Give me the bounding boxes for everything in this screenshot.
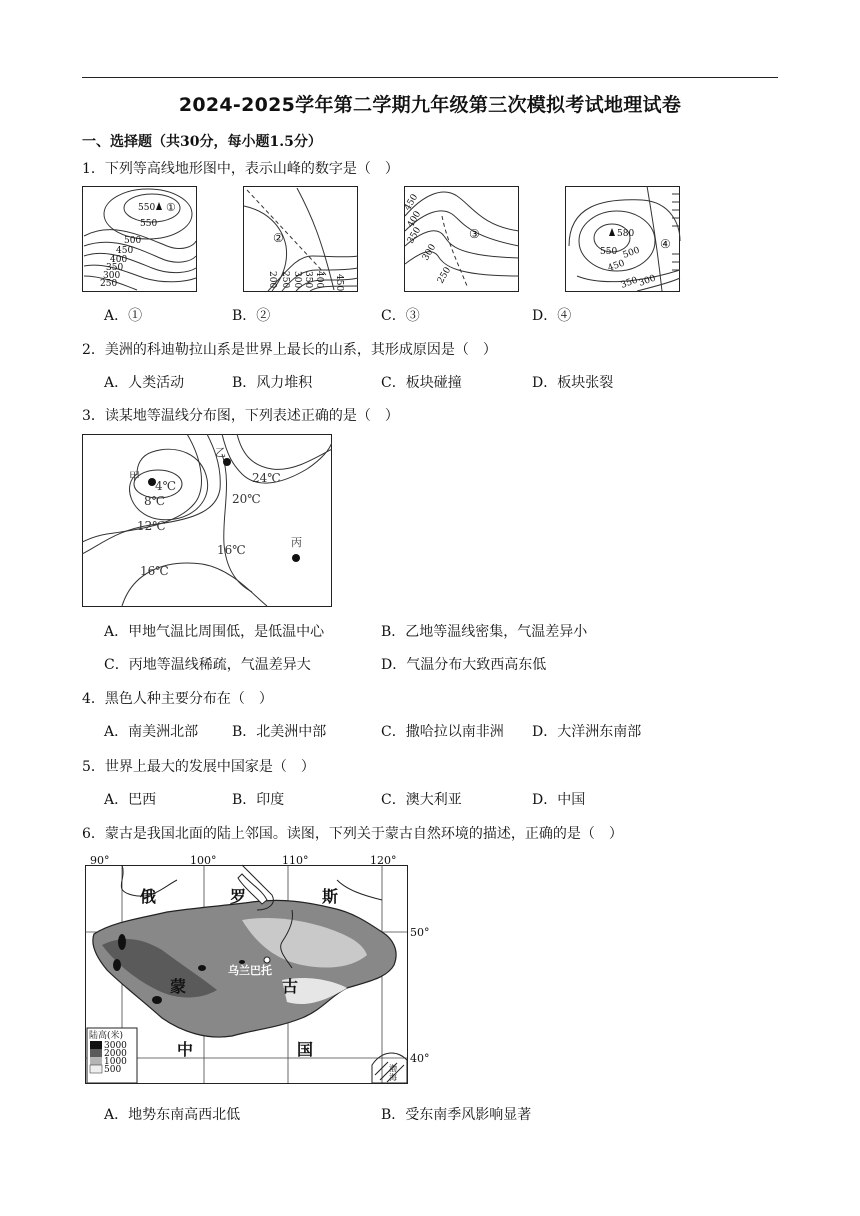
q4-option-a[interactable]: A．南美洲北部 (104, 724, 199, 740)
svg-text:40°: 40° (410, 1052, 430, 1065)
svg-text:400: 400 (405, 209, 424, 230)
q4-option-d[interactable]: D．大洋洲东南部 (532, 724, 642, 740)
svg-text:24℃: 24℃ (252, 471, 281, 485)
question-1-stem: 1．下列等高线地形图中，表示山峰的数字是（ ） (82, 161, 399, 177)
label-mongolia-2: 古 (282, 977, 299, 996)
svg-text:④: ④ (660, 237, 671, 251)
q5-option-a[interactable]: A．巴西 (104, 792, 157, 808)
svg-text:90°: 90° (90, 854, 110, 867)
isotherm-map (82, 434, 332, 608)
svg-text:450: 450 (402, 192, 421, 213)
svg-text:300: 300 (637, 273, 658, 289)
svg-text:16℃: 16℃ (217, 543, 246, 557)
svg-text:250: 250 (100, 279, 118, 289)
map-bing-label: 丙 (291, 536, 302, 549)
q1-contour-maps (82, 186, 682, 294)
svg-text:250: 250 (435, 265, 454, 286)
legend-title: 陆高(米) (89, 1031, 124, 1041)
label-russia-1: 俄 (140, 887, 157, 906)
svg-text:300: 300 (103, 271, 121, 281)
svg-text:450: 450 (116, 246, 134, 256)
q3-option-d[interactable]: D．气温分布大致西高东低 (381, 657, 547, 673)
svg-text:12℃: 12℃ (137, 519, 166, 533)
svg-text:海: 海 (389, 1073, 397, 1082)
capital-label: 乌兰巴托 (228, 964, 272, 977)
svg-text:②: ② (273, 231, 284, 245)
label-china-2: 国 (297, 1040, 314, 1059)
svg-text:③: ③ (469, 227, 480, 241)
svg-text:350: 350 (106, 263, 124, 273)
svg-text:500: 500 (621, 245, 642, 261)
svg-text:300: 300 (292, 271, 302, 289)
q2-option-a[interactable]: A．人类活动 (104, 375, 185, 391)
label-russia-3: 斯 (322, 887, 339, 906)
svg-text:120°: 120° (370, 854, 397, 867)
section-heading: 一、选择题（共30分，每小题1.5分） (82, 134, 322, 150)
mongolia-map (82, 850, 438, 1086)
question-5-stem: 5．世界上最大的发展中国家是（ ） (82, 759, 315, 775)
svg-text:500: 500 (124, 236, 142, 246)
svg-text:①: ① (166, 201, 176, 214)
question-2-stem: 2．美洲的科迪勒拉山系是世界上最长的山系，其形成原因是（ ） (82, 342, 497, 358)
svg-text:300: 300 (420, 242, 439, 263)
svg-text:1000: 1000 (104, 1057, 127, 1067)
svg-text:350: 350 (303, 271, 313, 289)
svg-text:450: 450 (606, 258, 627, 274)
svg-text:2000: 2000 (104, 1049, 127, 1059)
q2-option-c[interactable]: C．板块碰撞 (381, 375, 462, 391)
svg-text:4℃: 4℃ (155, 479, 177, 493)
page-title: 2024-2025学年第二学期九年级第三次模拟考试地理试卷 (178, 94, 682, 116)
q3-option-c[interactable]: C．丙地等温线稀疏，气温差异大 (104, 657, 311, 673)
map-jia-label: 甲 (129, 470, 140, 483)
q5-option-b[interactable]: B．印度 (232, 792, 285, 808)
q6-option-a[interactable]: A．地势东南高西北低 (104, 1107, 241, 1123)
svg-text:200: 200 (267, 271, 277, 289)
svg-text:100°: 100° (190, 854, 217, 867)
q2-option-d[interactable]: D．板块张裂 (532, 375, 614, 391)
svg-text:400: 400 (110, 255, 128, 265)
q3-option-a[interactable]: A．甲地气温比周围低，是低温中心 (104, 624, 325, 640)
q4-option-c[interactable]: C．撒哈拉以南非洲 (381, 724, 504, 740)
label-mongolia-1: 蒙 (170, 977, 187, 996)
label-russia-2: 罗 (230, 887, 247, 906)
q2-option-b[interactable]: B．风力堆积 (232, 375, 313, 391)
svg-text:8℃: 8℃ (144, 494, 166, 508)
svg-text:20℃: 20℃ (232, 492, 261, 506)
m1-label: 550 (138, 203, 156, 213)
q1-option-a[interactable]: A．① (104, 308, 143, 324)
svg-text:450: 450 (334, 274, 344, 292)
question-4-stem: 4．黑色人种主要分布在（ ） (82, 691, 273, 707)
map-yi-label: 乙 (215, 446, 226, 459)
top-rule (82, 77, 778, 78)
question-3-stem: 3．读某地等温线分布图，下列表述正确的是（ ） (82, 408, 399, 424)
svg-text:3000: 3000 (104, 1041, 127, 1051)
svg-text:350: 350 (405, 225, 424, 246)
svg-text:16℃: 16℃ (140, 564, 169, 578)
svg-text:110°: 110° (282, 854, 309, 867)
svg-text:渤: 渤 (389, 1064, 397, 1073)
q1-option-c[interactable]: C．③ (381, 308, 420, 324)
q6-option-b[interactable]: B．受东南季风影响显著 (381, 1107, 532, 1123)
svg-text:550: 550 (600, 247, 618, 257)
svg-text:550: 550 (140, 219, 158, 229)
q1-option-d[interactable]: D．④ (532, 308, 572, 324)
q5-option-d[interactable]: D．中国 (532, 792, 586, 808)
q4-option-b[interactable]: B．北美洲中部 (232, 724, 327, 740)
svg-text:400: 400 (314, 271, 324, 289)
svg-text:580: 580 (617, 229, 635, 239)
svg-text:350: 350 (619, 275, 640, 291)
q5-option-c[interactable]: C．澳大利亚 (381, 792, 462, 808)
svg-text:500: 500 (104, 1065, 122, 1075)
question-6-stem: 6．蒙古是我国北面的陆上邻国。读图，下列关于蒙古自然环境的描述，正确的是（ ） (82, 826, 623, 842)
svg-text:250: 250 (280, 271, 290, 289)
label-china-1: 中 (177, 1040, 194, 1059)
svg-text:50°: 50° (410, 926, 430, 939)
q1-option-b[interactable]: B．② (232, 308, 271, 324)
q3-option-b[interactable]: B．乙地等温线密集，气温差异小 (381, 624, 588, 640)
